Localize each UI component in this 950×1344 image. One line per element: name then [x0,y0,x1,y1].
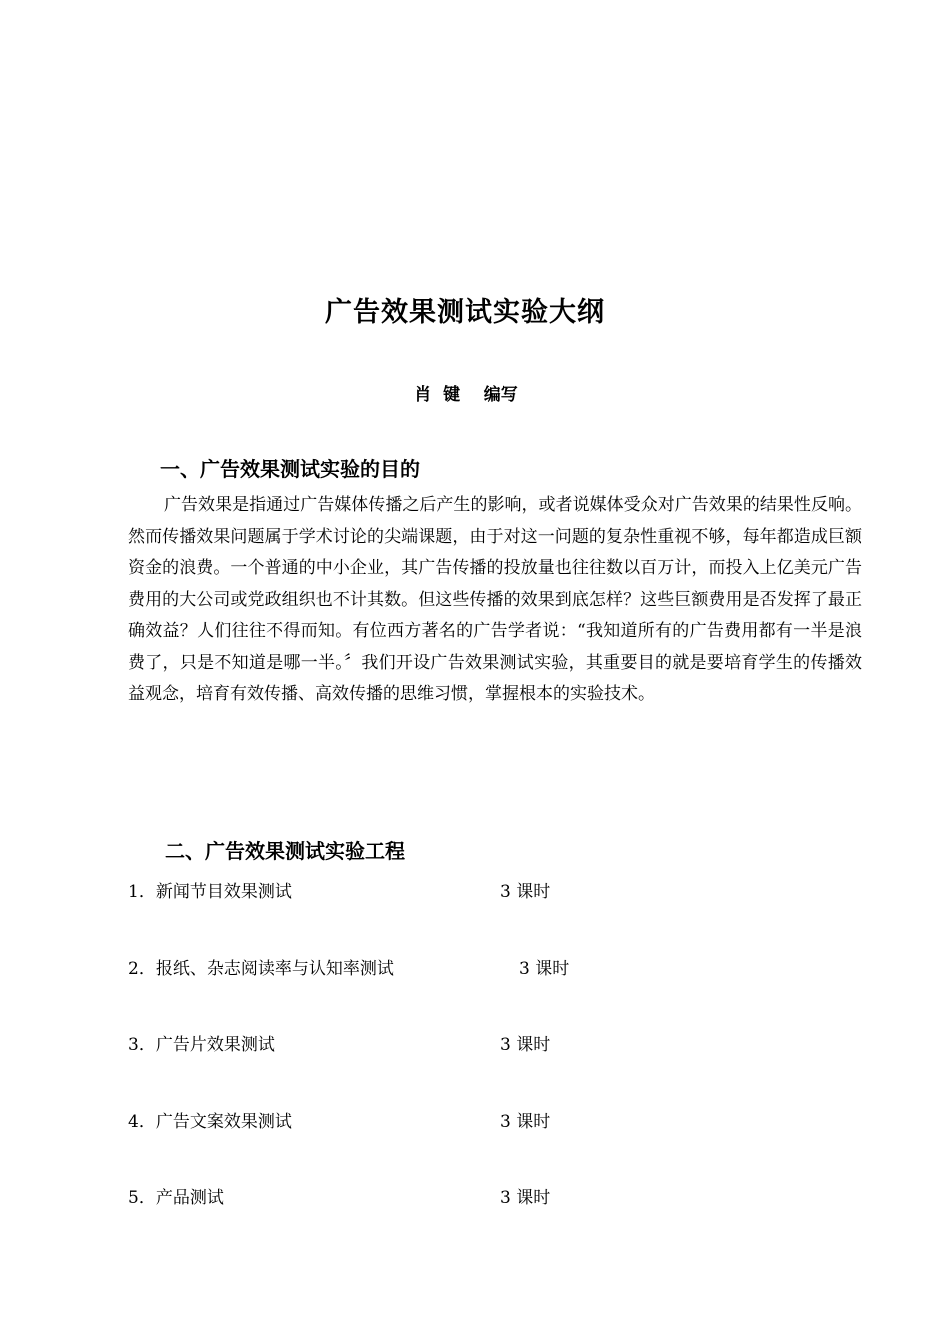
experiment-item [128,954,394,979]
experiment-item [128,1030,275,1055]
item-number: 5． [128,1188,156,1208]
purpose-paragraph: 广告效果是指通过广告媒体传播之后产生的影响，或者说媒体受众对广告效果的结果性反响。然而传播效果问题属于学术讨论的尖端课题，由于对这一问题的复杂性重视不够，每年都造成巨额资金的浪费。一个普通的中小企业，其广告传播的投放量也往往数以百万计，而投入上亿美元广告费用的大公司或党政组织也不计其数。但这些传播的效果到底怎样？这些巨额费用是否发挥了最正确效益？人们往往不得而知。有位西方著名的广告学者说：“我知道所有的广告费用都有一半是浪费了，只是不知道是哪一半。〞我们开设广告效果测试实验，其重要目的就是要培育学生的传播效益观念，培育有效传播、高效传播的思维习惯，掌握根本的实验技术。 [128,495,862,704]
experiment-item [128,877,292,902]
item-label: 广告片效果测试 [155,1035,275,1055]
item-label: 报纸、杂志阅读率与认知率测试 [155,959,394,979]
item-number: 2． [128,959,156,979]
item-label: 产品测试 [155,1188,224,1208]
item-hours: 3 课时 [500,1188,551,1208]
item-number: 4． [128,1112,156,1132]
section-heading-purpose: 一、广告效果测试实验的目的 [160,457,420,481]
experiment-item [128,1183,224,1208]
item-label: 广告文案效果测试 [155,1112,292,1132]
section-heading-items: 二、广告效果测试实验工程 [165,839,405,863]
item-hours: 3 课时 [519,959,570,979]
author-line: 肖 键 编写 [414,385,518,405]
item-number: 3． [128,1035,156,1055]
experiment-item [128,1107,292,1132]
item-hours: 3 课时 [500,1035,551,1055]
item-number: 1． [128,882,156,902]
document-title: 广告效果测试实验大纲 [325,297,605,328]
item-label: 新闻节目效果测试 [155,882,292,902]
item-hours: 3 课时 [500,882,551,902]
item-hours: 3 课时 [500,1112,551,1132]
